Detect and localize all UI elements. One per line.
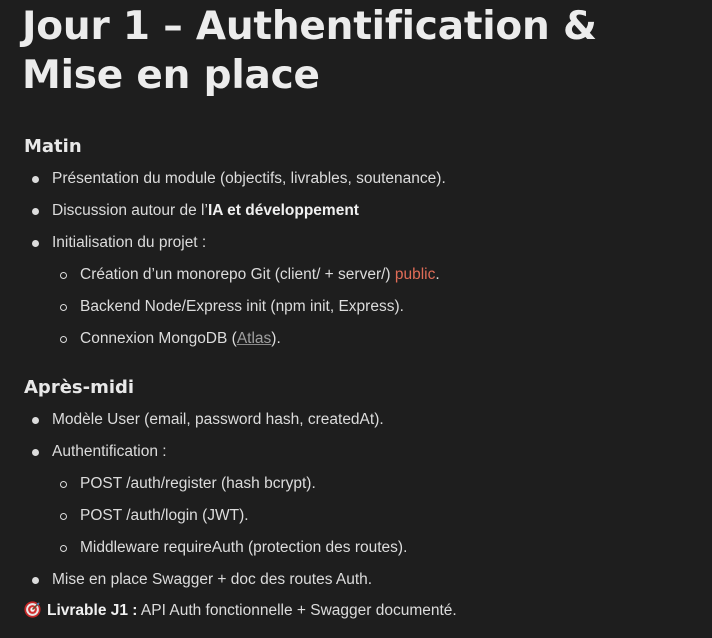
sub-list-item: Backend Node/Express init (npm init, Express). <box>80 297 404 317</box>
list-item: Mise en place Swagger + doc des routes Auth. <box>52 570 372 590</box>
bullet <box>32 449 39 456</box>
target-icon <box>24 601 41 618</box>
list-item: Initialisation du projet : <box>52 233 206 253</box>
highlight-public: public <box>394 266 436 283</box>
bullet <box>60 272 67 279</box>
bullet <box>32 240 39 247</box>
deliverable-line <box>24 601 457 621</box>
sub-list-item: POST /auth/register (hash bcrypt). <box>80 474 316 494</box>
section-heading-matin: Matin <box>24 136 82 157</box>
bullet <box>60 304 67 311</box>
atlas-link[interactable]: Atlas <box>236 330 272 347</box>
bullet <box>32 417 39 424</box>
bullet <box>32 208 39 215</box>
bullet <box>60 513 67 520</box>
list-item: Discussion autour de l’IA et développement <box>52 201 359 221</box>
bold-text: IA et développement <box>207 202 359 219</box>
bullet <box>60 336 67 343</box>
deliverable-label: Livrable J1 : <box>47 602 138 619</box>
list-item: Présentation du module (objectifs, livrables, soutenance). <box>52 169 446 189</box>
list-item: Authentification : <box>52 442 167 462</box>
deliverable-text: API Auth fonctionnelle + Swagger documenté. <box>137 602 457 619</box>
sub-list-item: POST /auth/login (JWT). <box>80 506 249 526</box>
bullet <box>60 545 67 552</box>
bullet <box>32 577 39 584</box>
bullet <box>32 176 39 183</box>
bullet <box>60 481 67 488</box>
page-title: Jour 1 – Authentification & Mise en place <box>22 4 597 98</box>
sub-list-item: Middleware requireAuth (protection des routes). <box>80 538 407 558</box>
sub-list-item: Connexion MongoDB (Atlas). <box>80 329 281 349</box>
sub-list-item: Création d’un monorepo Git (client/ + server/) public. <box>80 265 440 285</box>
section-heading-apres-midi: Après-midi <box>24 377 135 398</box>
list-item: Modèle User (email, password hash, createdAt). <box>52 410 384 430</box>
